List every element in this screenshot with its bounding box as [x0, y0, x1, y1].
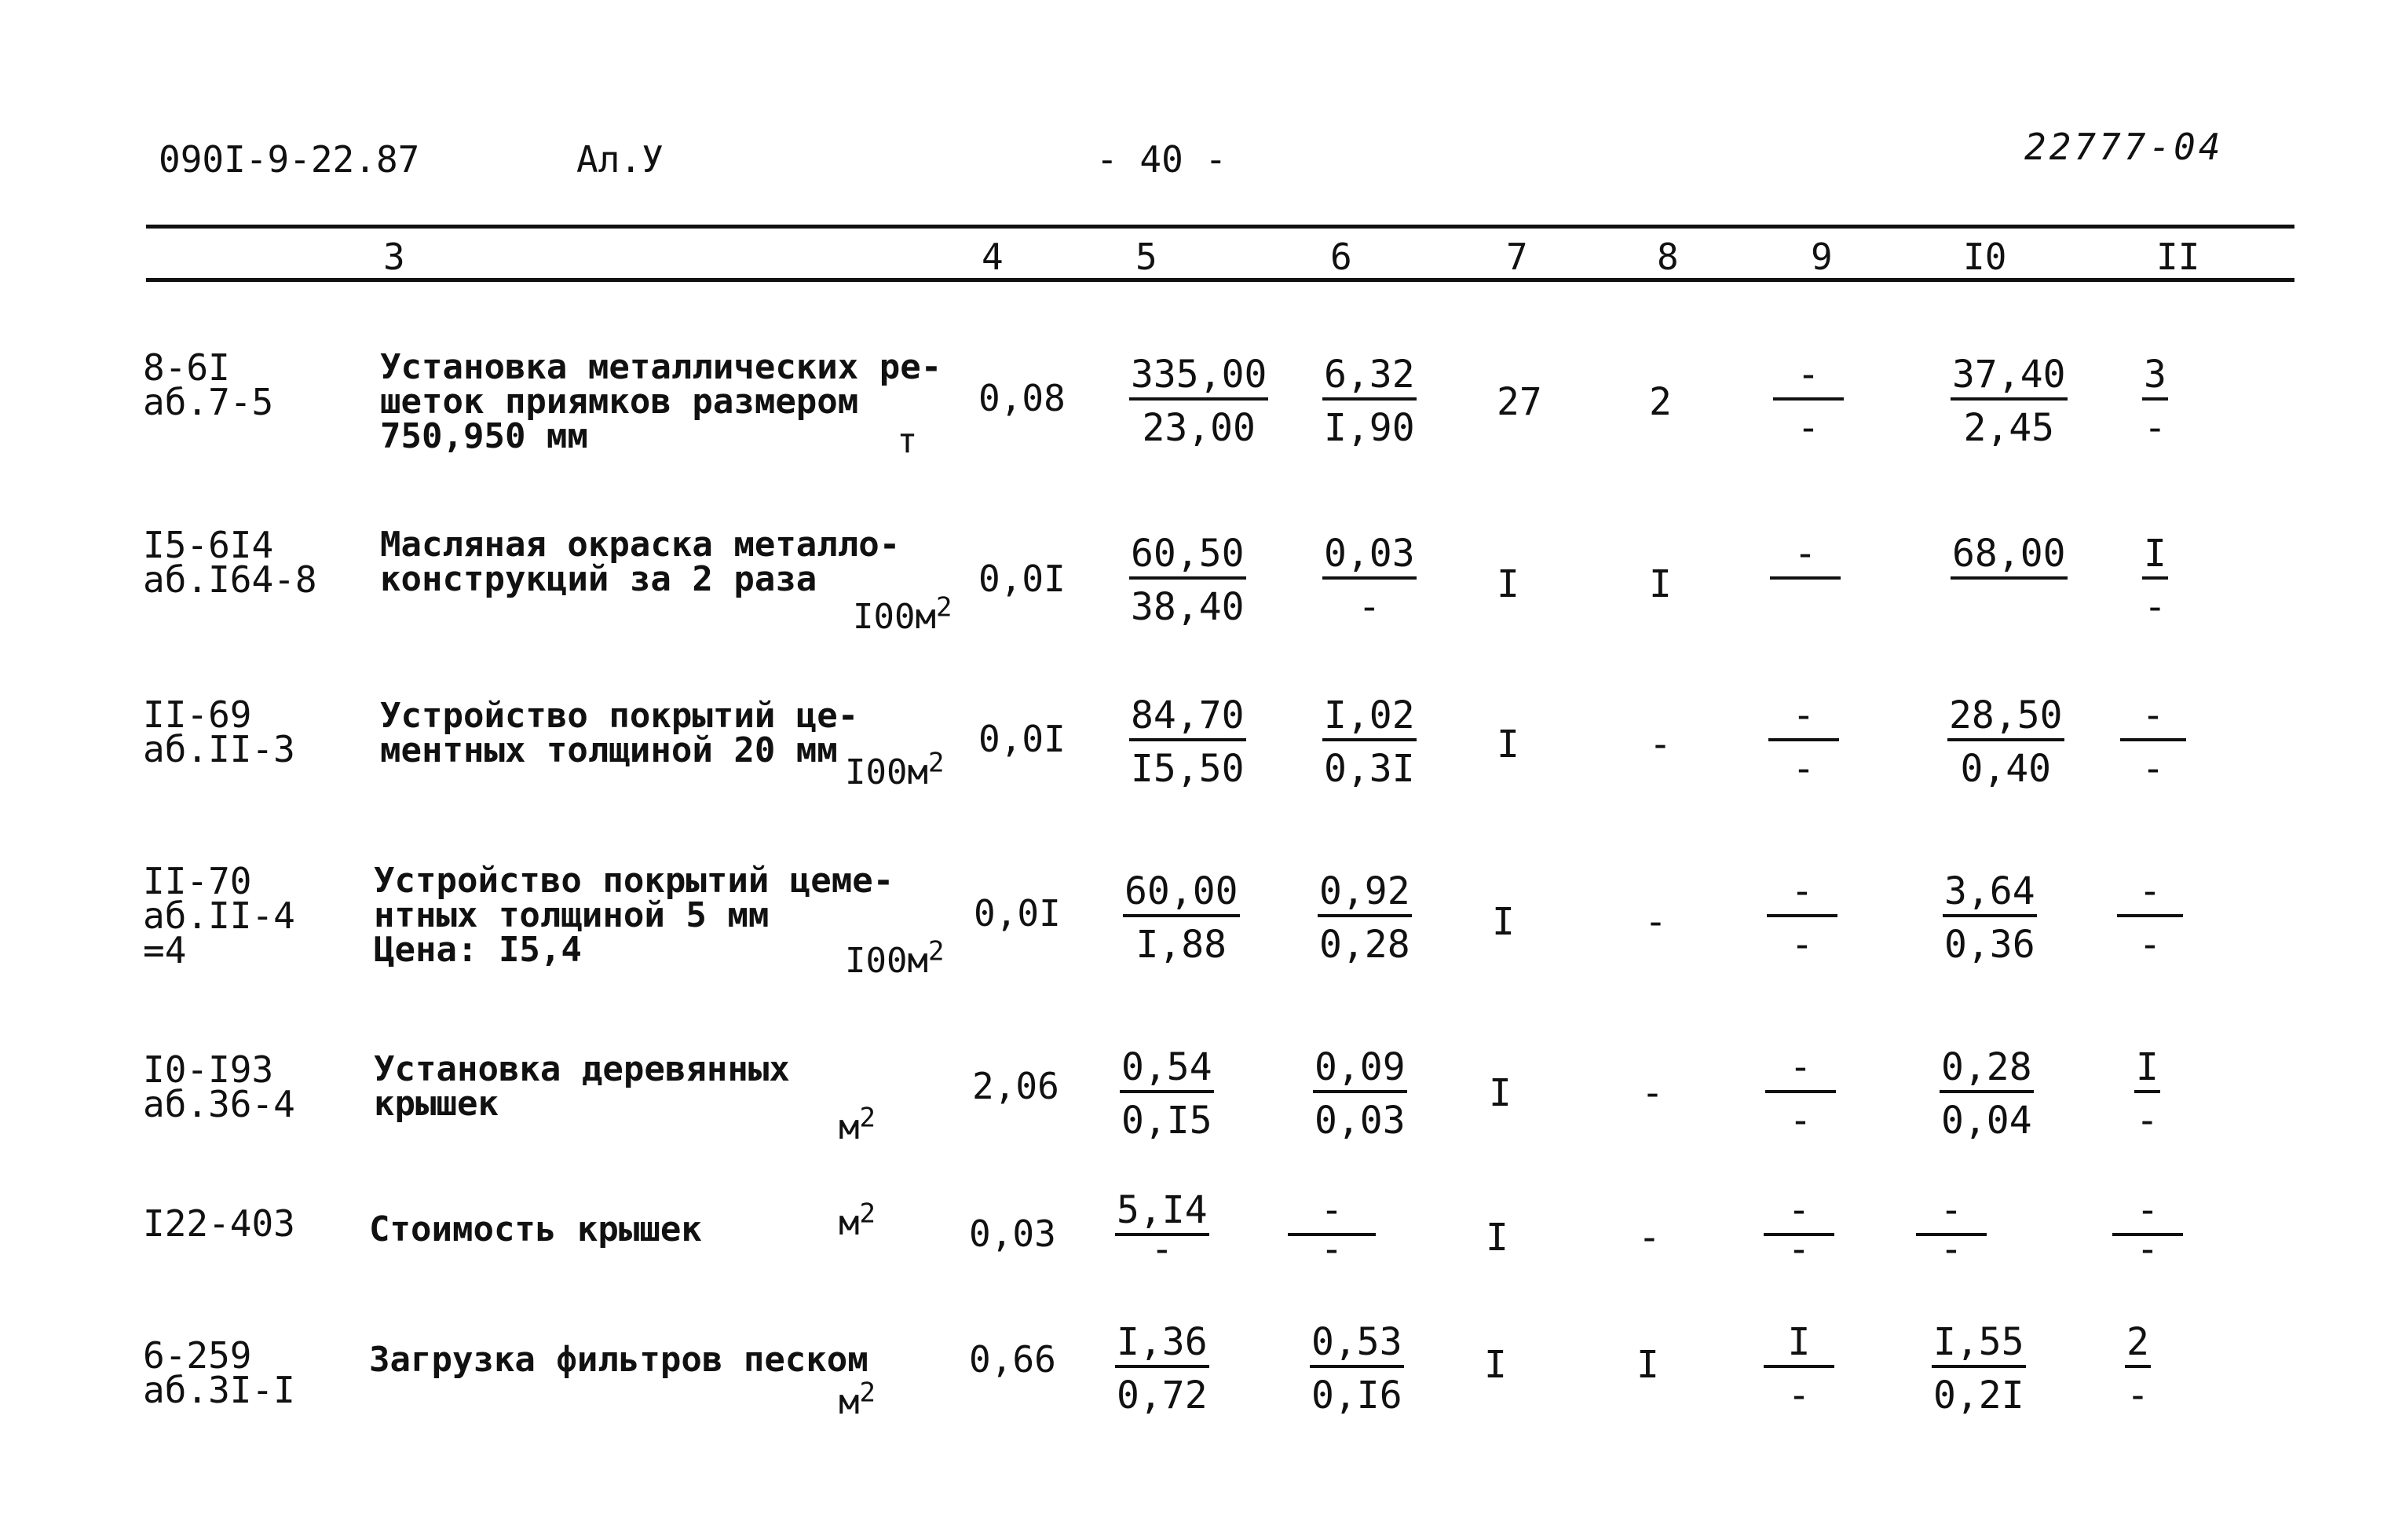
col-header-7: 7 [1506, 236, 1528, 278]
row-c11: - - [2112, 1187, 2183, 1263]
row-c7: 27 [1497, 380, 1542, 424]
row-unit: $м^2$ [839, 1377, 876, 1422]
row-c9: - - [1767, 869, 1837, 972]
series-number: 090I-9-22.87 [159, 138, 420, 181]
header-rule-top [146, 225, 2294, 229]
row-work-description: Масляная окраска металло- конструкций за 2 раза [380, 525, 901, 599]
row-code: 6-259 аб.3I-I [143, 1334, 295, 1411]
unit-exponent: 2 [859, 1198, 876, 1230]
row-quantity: 0,0I [974, 892, 1061, 935]
row-c11: - - [2120, 693, 2186, 796]
row-c10: $\frac{3,64}{0,36}$ [1944, 869, 2035, 967]
row-code: I5-6I4 аб.I64-8 [143, 524, 317, 601]
row-unit: $I00м^2$ [845, 935, 945, 981]
col-header-8: 8 [1657, 236, 1679, 278]
row-c5: $\frac{60,50}{38,40}$ [1131, 532, 1245, 629]
col-header-5: 5 [1135, 236, 1157, 278]
row-c9: - [1770, 531, 1841, 580]
row-c9: - - [1768, 693, 1839, 796]
row-work-description: Устройство покрытий це- ментных толщиной 20 мм [380, 696, 859, 770]
row-quantity: 0,0I [978, 718, 1066, 760]
document-code: 22777-04 [2024, 126, 2224, 168]
row-c5: $\frac{335,00}{23,00}$ [1131, 353, 1267, 450]
row-work-description: Загрузка фильтров песком [369, 1340, 868, 1380]
row-work-description: Установка деревянных крышек [374, 1049, 790, 1124]
row-c6: $\frac{0,53}{0,I6}$ [1311, 1320, 1402, 1417]
row-code: I0-I93 аб.36-4 [143, 1048, 295, 1125]
row-c7: I [1484, 1343, 1507, 1387]
row-work-description: Установка металлических ре- шеток приямков размером 750,950 мм [380, 347, 942, 456]
row-quantity: 0,08 [978, 377, 1066, 419]
col-header-11: II [2156, 236, 2200, 278]
row-c6: $\frac{0,09}{0,03}$ [1314, 1045, 1406, 1143]
row-c5: $\frac{84,70}{I5,50}$ [1131, 693, 1245, 791]
row-c11: I - [2144, 532, 2166, 629]
row-c8: - [1638, 1216, 1661, 1260]
row-c11: - - [2117, 869, 2183, 972]
row-unit: $I00м^2$ [853, 591, 953, 637]
row-c8: 2 [1649, 380, 1672, 424]
row-c5: 5,I4 - [1117, 1188, 1208, 1271]
row-code: 8-6I аб.7-5 [143, 346, 274, 423]
row-unit: т [897, 421, 918, 461]
row-c8: - [1644, 900, 1667, 944]
col-header-10: I0 [1963, 236, 2007, 278]
row-c7: I [1497, 722, 1519, 766]
row-c10: 68,00 [1951, 531, 2068, 580]
row-c10: - - [1916, 1187, 1987, 1263]
unit-exponent: 2 [859, 1102, 876, 1134]
unit-exponent: 2 [935, 591, 953, 624]
row-c11: 2 - [2126, 1320, 2149, 1417]
row-c7: I [1486, 1216, 1508, 1260]
row-c9: - - [1765, 1044, 1836, 1148]
row-c9: - - [1764, 1187, 1834, 1263]
row-c7: I [1489, 1071, 1512, 1115]
row-quantity: 2,06 [972, 1065, 1059, 1107]
row-work-description: Устройство покрытий цеме- нтных толщиной 5 мм Цена: I5,4 [374, 861, 894, 970]
col-header-6: 6 [1330, 236, 1352, 278]
col-header-4: 4 [982, 236, 1004, 278]
row-c6: $\frac{0,92}{0,28}$ [1319, 869, 1410, 967]
row-c8: I [1636, 1343, 1659, 1387]
row-c8: I [1649, 562, 1672, 606]
row-c9: I - [1764, 1319, 1834, 1423]
row-c10: $\frac{I,55}{0,2I}$ [1933, 1320, 2024, 1417]
row-c5: $\frac{0,54}{0,I5}$ [1121, 1045, 1212, 1143]
row-c6: - - [1288, 1187, 1376, 1263]
row-c11: 3 - [2144, 353, 2166, 450]
row-c6: $\frac{I,02}{0,3I}$ [1324, 693, 1415, 791]
row-c10: $\frac{0,28}{0,04}$ [1941, 1045, 2032, 1143]
row-quantity: 0,0I [978, 558, 1066, 600]
row-c7: I [1497, 562, 1519, 606]
row-quantity: 0,03 [969, 1213, 1056, 1255]
row-c10: $\frac{28,50}{0,40}$ [1949, 693, 2063, 791]
row-unit: $м^2$ [839, 1102, 876, 1147]
row-c11: I - [2136, 1045, 2159, 1143]
album-number: Ал.У [576, 138, 664, 181]
row-c10: $\frac{37,40}{2,45}$ [1952, 353, 2066, 450]
row-code: I22-403 [143, 1202, 295, 1245]
col-header-3: 3 [383, 236, 405, 278]
header-rule-bottom [146, 278, 2294, 282]
unit-exponent: 2 [927, 935, 945, 968]
row-c8: - [1641, 1071, 1664, 1115]
row-c6: $\frac{6,32}{I,90}$ [1324, 353, 1415, 450]
row-c8: - [1649, 722, 1672, 766]
row-quantity: 0,66 [969, 1338, 1056, 1381]
col-header-9: 9 [1811, 236, 1833, 278]
page-number: - 40 - [1096, 138, 1227, 181]
row-c6: 0,03 - [1324, 532, 1415, 629]
row-code: II-70 аб.II-4 =4 [143, 860, 295, 971]
row-work-description: Стоимость крышек [369, 1209, 702, 1249]
row-c5: $\frac{60,00}{I,88}$ [1124, 869, 1238, 967]
row-c9: - - [1773, 352, 1844, 455]
unit-exponent: 2 [927, 747, 945, 779]
unit-exponent: 2 [859, 1377, 876, 1409]
row-unit: $м^2$ [839, 1198, 876, 1243]
row-code: II-69 аб.II-3 [143, 693, 295, 770]
row-c5: $\frac{I,36}{0,72}$ [1117, 1320, 1208, 1417]
row-c7: I [1492, 900, 1515, 944]
row-unit: $I00м^2$ [845, 747, 945, 792]
